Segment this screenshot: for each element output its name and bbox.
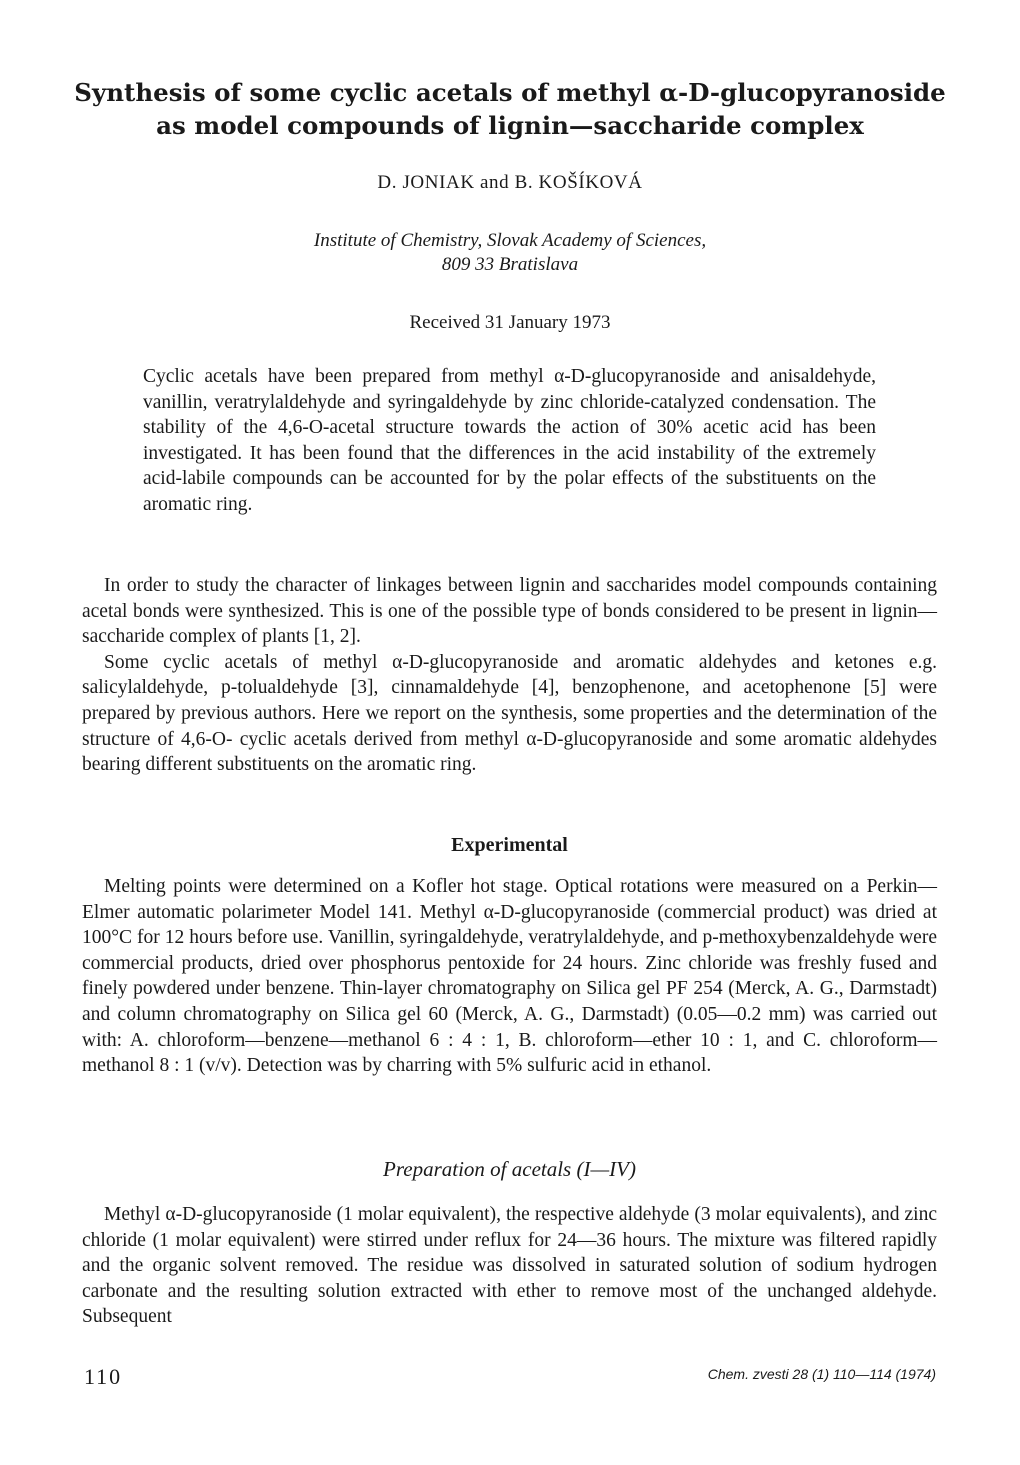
- abstract: Cyclic acetals have been prepared from methyl α-D-glucopyranoside and anisaldehyde, vanillin, veratrylaldehyde and syringaldehyde by zinc chloride-catalyzed condensation. The stability of the 4,6-O-acetal structure towards the action of 30% acetic acid has been investigated. It has been found that the differences in the acid instability of the extremely acid-labile compounds can be accounted for by the polar effects of the substituents on the aromatic ring.: [143, 366, 876, 515]
- intro-paragraph-2: Some cyclic acetals of methyl α-D-glucopyranoside and aromatic aldehydes and ketones e.g. salicylaldehyde, p-tolualdehyde [3], cinnamaldehyde [4], benzophenone, and acetophenone [5] were prepared by previous authors. Here we report on the synthesis, some properties and the determination of the structure of 4,6-O- cyclic acetals derived from methyl α-D-glucopyranoside and some aromatic aldehydes bearing different substituents on the aromatic ring.: [82, 651, 937, 776]
- section-heading-experimental: Experimental: [451, 834, 568, 856]
- received-date: Received 31 January 1973: [409, 312, 611, 333]
- preparation-paragraph: Methyl α-D-glucopyranoside (1 molar equivalent), the respective aldehyde (3 molar equivalents), and zinc chloride (1 molar equivalent) were stirred under reflux for 24—36 hours. The mixture was filtered rapidly and the organic solvent removed. The residue was dissolved in saturated solution of sodium hydrogen carbonate and the resulting solution extracted with ether to remove most of the unchanged aldehyde. Subsequent: [82, 1204, 937, 1328]
- page-number: 110: [84, 1364, 123, 1389]
- journal-citation: Chem. zvesti 28 (1) 110—114 (1974): [707, 1366, 936, 1382]
- preparation-section: [82, 1202, 937, 1330]
- introduction: [82, 573, 937, 778]
- affiliation-line-2: 809 33 Bratislava: [441, 254, 579, 275]
- subsection-heading-preparation: Preparation of acetals (I—IV): [383, 1157, 636, 1181]
- article-title-line-2: as model compounds of lignin—saccharide complex: [156, 111, 864, 140]
- experimental-section: [82, 874, 937, 1079]
- affiliation-line-1: Institute of Chemistry, Slovak Academy of Sciences,: [313, 230, 707, 251]
- authors: D. JONIAK and B. KOŠÍKOVÁ: [377, 172, 643, 193]
- experimental-paragraph: Melting points were determined on a Kofler hot stage. Optical rotations were measured on a Perkin—Elmer automatic polarimeter Model 141. Methyl α-D-glucopyranoside (commercial product) was dried at 100°C for 12 hours before use. Vanillin, syringaldehyde, veratrylaldehyde, and p-methoxybenzaldehyde were commercial products, dried over phosphorus pentoxide for 24 hours. Zinc chloride was freshly fused and finely powdered under benzene. Thin-layer chromatography on Silica gel PF 254 (Merck, A. G., Darmstadt) and column chromatography on Silica gel 60 (Merck, A. G., Darmstadt) (0.05—0.2 mm) was carried out with: A. chloroform—benzene—methanol 6 : 4 : 1, B. chloroform—ether 10 : 1, and C. chloroform—methanol 8 : 1 (v/v). Detection was by charring with 5% sulfuric acid in ethanol.: [82, 876, 937, 1077]
- article-title-line-1: Synthesis of some cyclic acetals of methyl α-D-glucopyranoside: [74, 78, 946, 107]
- intro-paragraph-1: In order to study the character of linkages between lignin and saccharides model compounds containing acetal bonds were synthesized. This is one of the possible type of bonds considered to be present in lignin—saccharide complex of plants [1, 2].: [82, 575, 937, 648]
